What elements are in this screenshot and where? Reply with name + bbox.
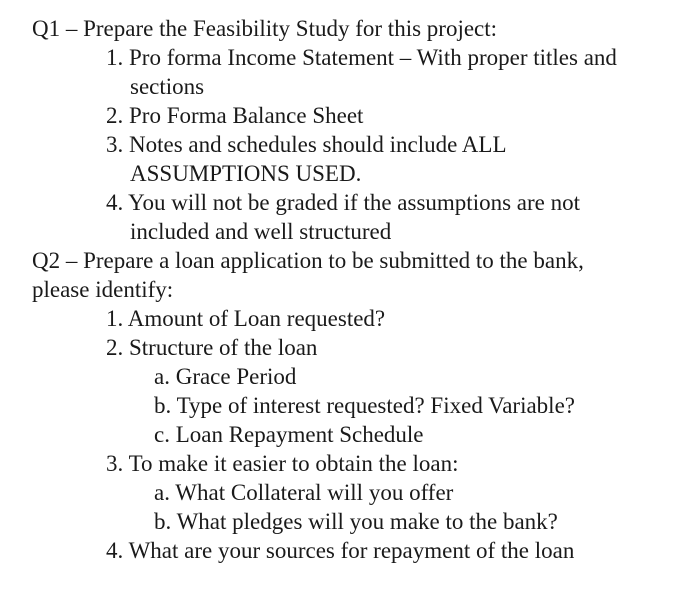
q1-item-2: 2. Pro Forma Balance Sheet xyxy=(106,103,364,128)
q2-item-3-sub-a: a. What Collateral will you offer xyxy=(154,480,454,505)
q1-heading: Q1 – Prepare the Feasibility Study for this project: xyxy=(32,16,498,41)
q1-item-1-continued: sections xyxy=(130,74,205,99)
q2-item-3-sub-b: b. What pledges will you make to the bank? xyxy=(154,509,558,534)
q2-heading: Q2 – Prepare a loan application to be submitted to the bank, xyxy=(32,248,584,273)
q2-item-1: 1. Amount of Loan requested? xyxy=(106,306,386,331)
q1-item-3: 3. Notes and schedules should include ALL xyxy=(106,132,507,157)
q2-item-2-sub-a: a. Grace Period xyxy=(154,364,297,389)
q2-item-3: 3. To make it easier to obtain the loan: xyxy=(106,451,459,476)
q2-item-2-sub-b: b. Type of interest requested? Fixed Variable? xyxy=(154,393,575,418)
q1-item-1: 1. Pro forma Income Statement – With proper titles and xyxy=(106,45,617,70)
q2-item-2-sub-c: c. Loan Repayment Schedule xyxy=(154,422,424,447)
q1-item-3-continued: ASSUMPTIONS USED. xyxy=(130,161,362,186)
q1-item-4: 4. You will not be graded if the assumptions are not xyxy=(106,190,581,215)
q1-item-4-continued: included and well structured xyxy=(130,219,392,244)
q2-heading-continued: please identify: xyxy=(32,277,174,302)
q2-item-2: 2. Structure of the loan xyxy=(106,335,318,360)
q2-item-4: 4. What are your sources for repayment of the loan xyxy=(106,538,575,563)
